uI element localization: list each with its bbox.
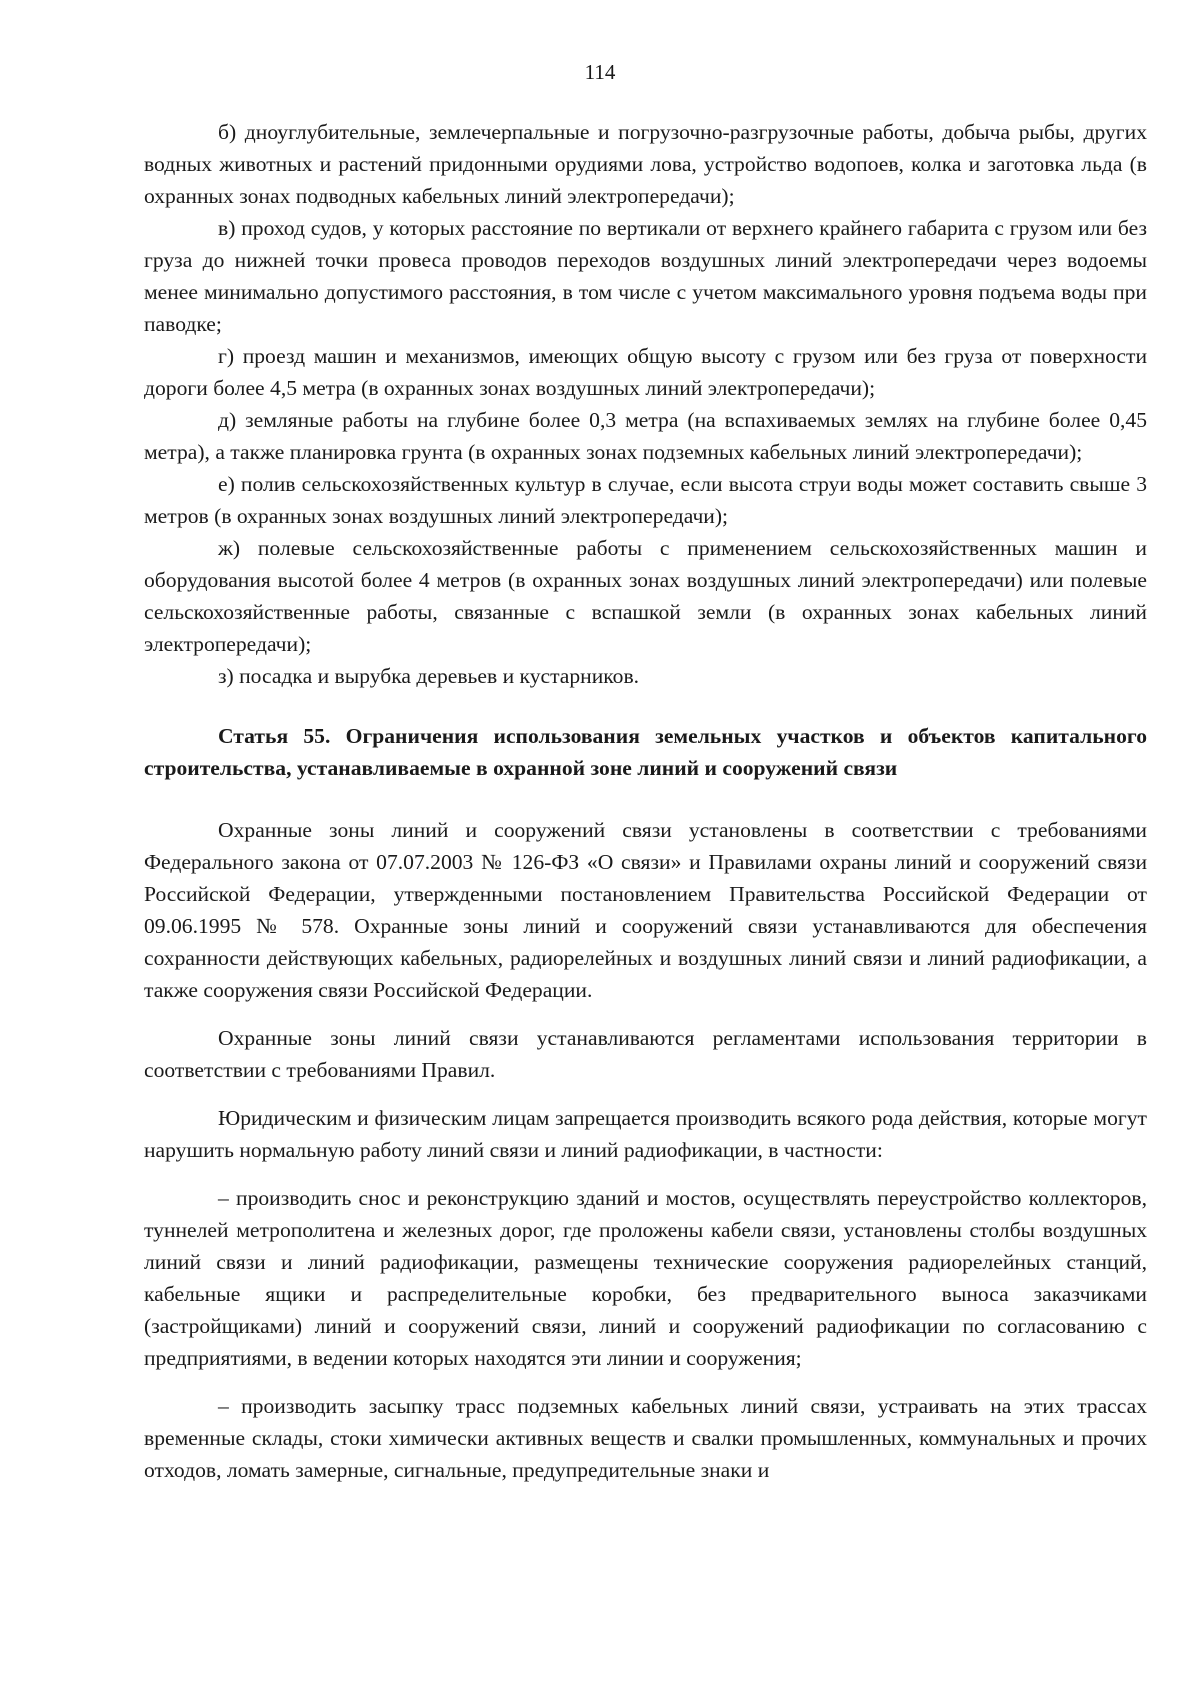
list-item-e: е) полив сельскохозяйственных культур в случае, если высота струи воды может составить свыше 3 метров (в охранных зонах воздушных линий электропередачи); bbox=[144, 472, 1147, 528]
list-item-b: б) дноуглубительные, землечерпальные и погрузочно-разгрузочные работы, добыча рыбы, других водных животных и растений придонными орудиями лова, устройство водопоев, колка и заготовка льда (в охранных зонах подводных кабельных линий электропередачи); bbox=[144, 120, 1147, 208]
paragraph-prohibitions: Юридическим и физическим лицам запрещается производить всякого рода действия, которые могут нарушить нормальную работу линий связи и линий радиофикации, в частности: bbox=[144, 1106, 1147, 1162]
page-content bbox=[144, 116, 1147, 1486]
paragraph-protection-zones: Охранные зоны линий и сооружений связи установлены в соответствии с требованиями Федерального закона от 07.07.2003 № 126-ФЗ «О связи» и Правилами охраны линий и сооружений связи Российской Федерации, утвержденными постановлением Правительства Российской Федерации от 09.06.1995 № 578. Охранные зоны линий и сооружений связи устанавливаются для обеспечения сохранности действующих кабельных, радиорелейных и воздушных линий связи и линий радиофикации, а также сооружения связи Российской Федерации. bbox=[144, 818, 1147, 1002]
list-item-z: з) посадка и вырубка деревьев и кустарников. bbox=[218, 664, 640, 688]
paragraph-regulations: Охранные зоны линий связи устанавливаются регламентами использования территории в соответствии с требованиями Правил. bbox=[144, 1026, 1147, 1082]
list-item-v: в) проход судов, у которых расстояние по вертикали от верхнего крайнего габарита с грузом или без груза до нижней точки провеса проводов переходов воздушных линий электропередачи через водоемы менее минимально допустимого расстояния, в том числе с учетом максимального уровня подъема воды при паводке; bbox=[144, 216, 1147, 336]
paragraph-dash-demolition: – производить снос и реконструкцию зданий и мостов, осуществлять переустройство коллекторов, туннелей метрополитена и железных дорог, где проложены кабели связи, установлены столбы воздушных линий связи и линий радиофикации, размещены технические сооружения радиорелейных станций, кабельные ящики и распределительные коробки, без предварительного выноса заказчиками (застройщиками) линий и сооружений связи, линий и сооружений радиофикации по согласованию с предприятиями, в ведении которых находятся эти линии и сооружения; bbox=[144, 1186, 1147, 1370]
list-item-d: д) земляные работы на глубине более 0,3 метра (на вспахиваемых землях на глубине более 0,45 метра), а также планировка грунта (в охранных зонах подземных кабельных линий электропередачи); bbox=[144, 408, 1147, 464]
page-number: 114 bbox=[584, 60, 616, 84]
list-item-g: г) проезд машин и механизмов, имеющих общую высоту с грузом или без груза от поверхности дороги более 4,5 метра (в охранных зонах воздушных линий электропередачи); bbox=[144, 344, 1147, 400]
paragraph-dash-backfill: – производить засыпку трасс подземных кабельных линий связи, устраивать на этих трассах временные склады, стоки химически активных веществ и свалки промышленных, коммунальных и прочих отходов, ломать замерные, сигнальные, предупредительные знаки и bbox=[144, 1394, 1147, 1482]
list-item-zh: ж) полевые сельскохозяйственные работы с применением сельскохозяйственных машин и оборудования высотой более 4 метров (в охранных зонах воздушных линий электропередачи) или полевые сельскохозяйственные работы, связанные с вспашкой земли (в охранных зонах кабельных линий электропередачи); bbox=[144, 536, 1147, 656]
article-heading: Статья 55. Ограничения использования земельных участков и объектов капитального строительства, устанавливаемые в охранной зоне линий и сооружений связи bbox=[144, 724, 1147, 780]
